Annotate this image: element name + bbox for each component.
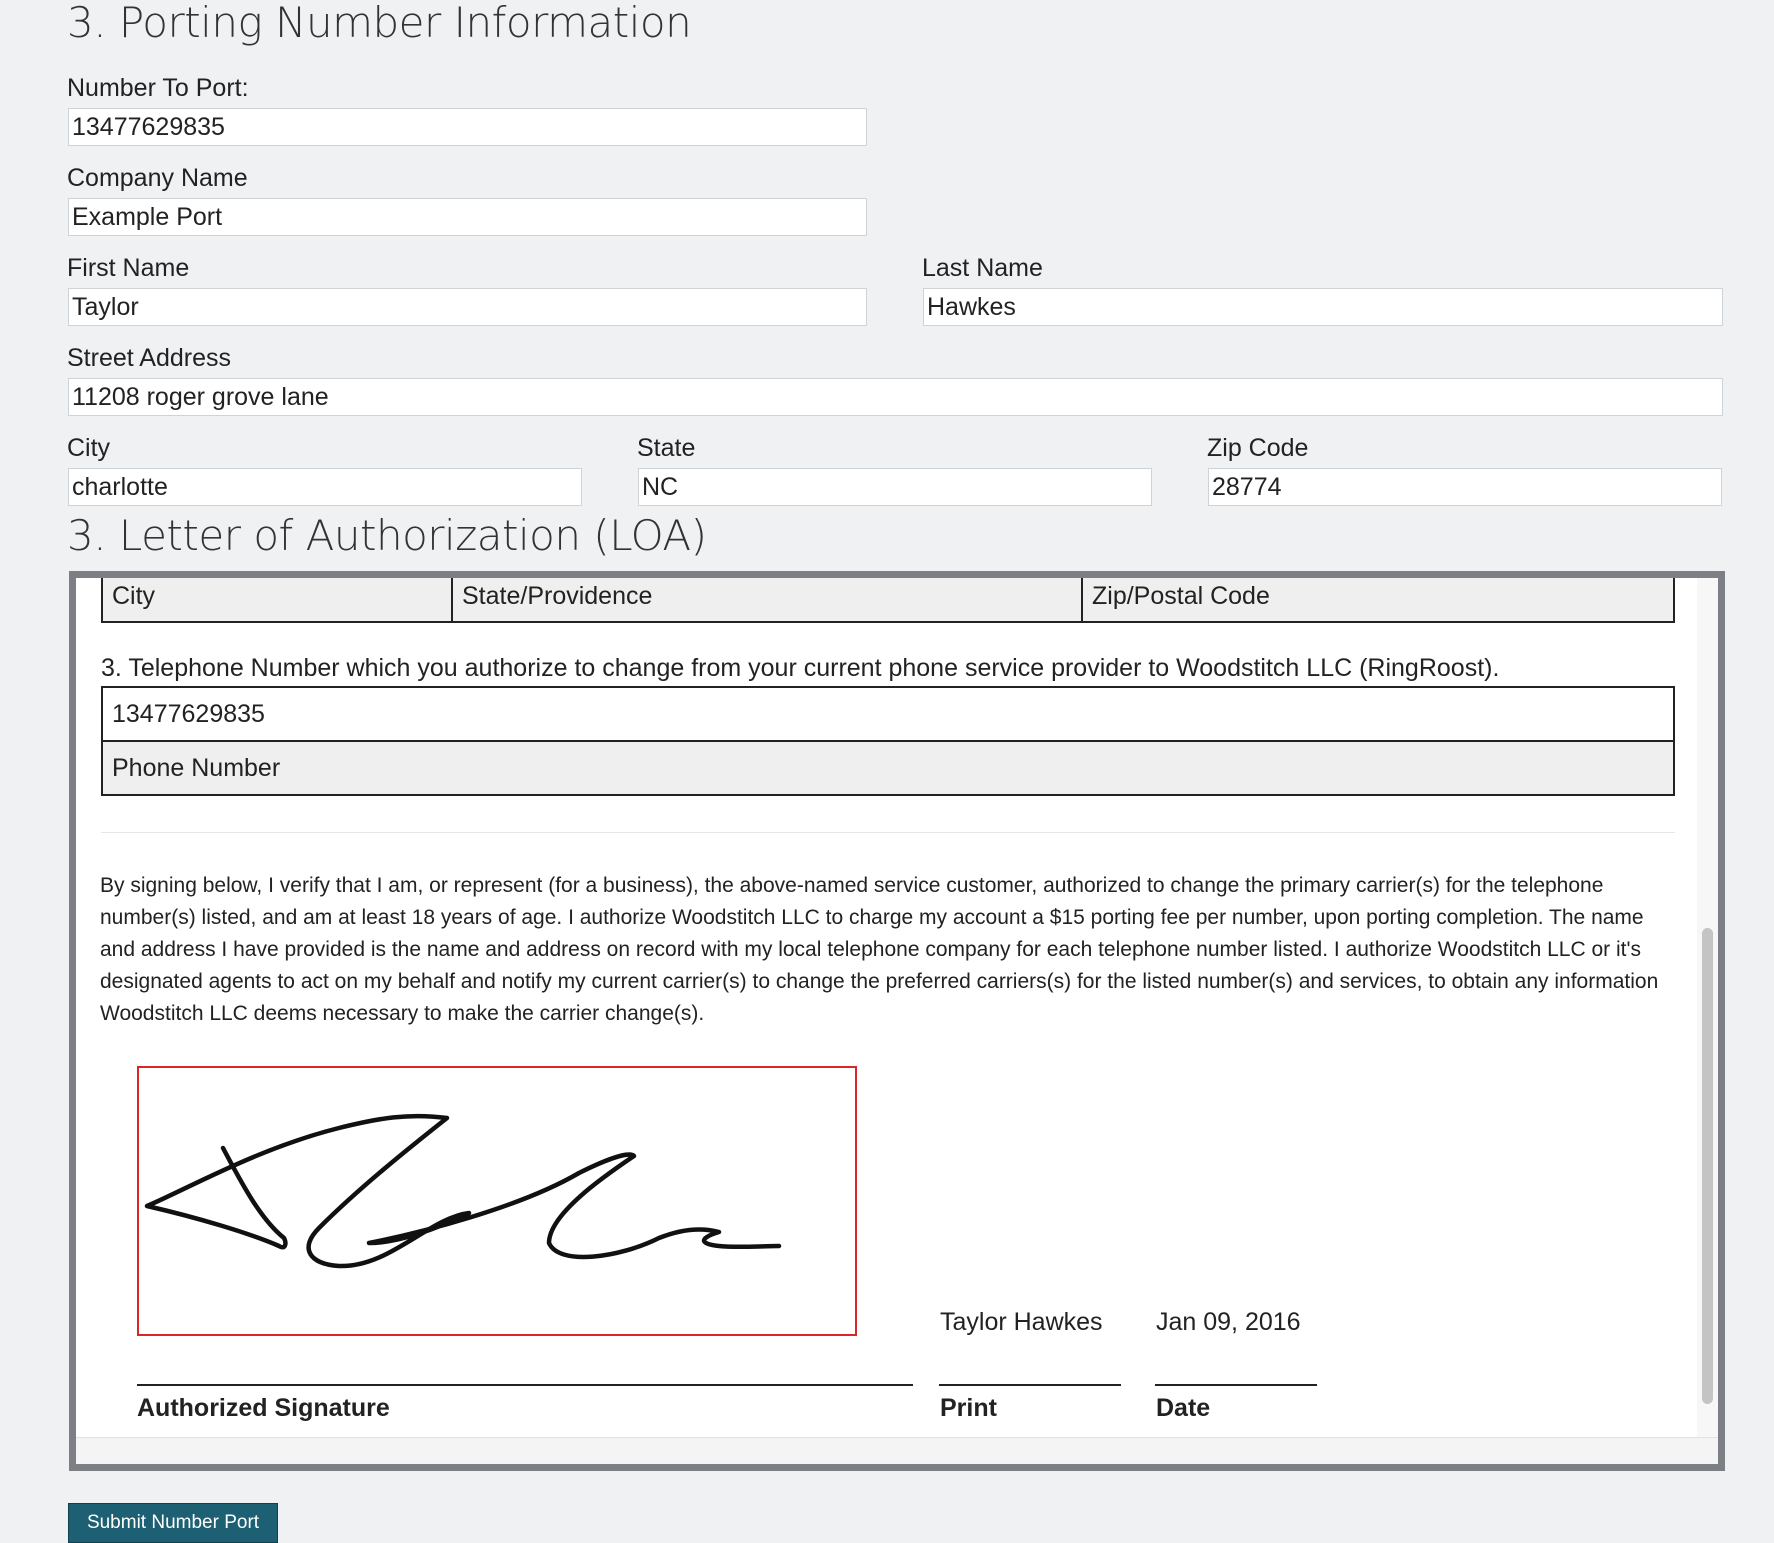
loa-city-label: City [112, 582, 156, 610]
number-to-port-input[interactable]: 13477629835 [68, 108, 867, 146]
loa-divider [101, 832, 1675, 833]
zip-code-input[interactable]: 28774 [1208, 468, 1722, 506]
loa-document [76, 578, 1710, 1437]
loa-zip-cell [1082, 571, 1674, 622]
loa-state-label: State/Providence [462, 582, 653, 610]
loa-city-cell [102, 571, 452, 622]
first-name-label: First Name [67, 254, 190, 282]
loa-phone-value-cell [102, 687, 1674, 741]
loa-phone-table [101, 686, 1675, 796]
city-label: City [67, 434, 111, 462]
date-label: Date [1156, 1394, 1211, 1422]
company-name-label: Company Name [67, 164, 248, 192]
loa-phone-value: 13477629835 [112, 699, 265, 728]
state-label: State [637, 434, 696, 462]
loa-scrollbar-thumb[interactable] [1702, 928, 1713, 1404]
loa-document-frame[interactable] [69, 571, 1725, 1471]
zip-code-label: Zip Code [1207, 434, 1309, 462]
loa-phone-label: Phone Number [112, 753, 281, 782]
loa-heading: 3. Letter of Authorization (LOA) [67, 511, 707, 560]
first-name-input[interactable]: Taylor [68, 288, 867, 326]
city-input[interactable]: charlotte [68, 468, 582, 506]
loa-address-table [101, 571, 1675, 623]
street-address-input[interactable]: 11208 roger grove lane [68, 378, 1723, 416]
signature-drawing [139, 1068, 855, 1334]
loa-phone-section-title: 3. Telephone Number which you authorize to change from your current phone service provider to Woodstitch LLC (RingRoost). [101, 654, 1500, 682]
street-address-label: Street Address [67, 344, 231, 372]
signature-box[interactable] [137, 1066, 857, 1336]
authorized-signature-label: Authorized Signature [137, 1394, 390, 1422]
company-name-input[interactable]: Example Port [68, 198, 867, 236]
last-name-input[interactable]: Hawkes [923, 288, 1723, 326]
number-to-port-label: Number To Port: [67, 74, 249, 102]
porting-heading: 3. Porting Number Information [67, 0, 692, 47]
print-name-value: Taylor Hawkes [940, 1308, 1103, 1336]
submit-number-port-button[interactable]: Submit Number Port [68, 1503, 278, 1543]
last-name-label: Last Name [922, 254, 1043, 282]
signature-line [137, 1384, 913, 1386]
loa-zip-label: Zip/Postal Code [1092, 582, 1270, 610]
loa-state-cell [452, 571, 1082, 622]
print-label: Print [940, 1394, 997, 1422]
loa-phone-label-cell [102, 741, 1674, 795]
loa-authorization-text: By signing below, I verify that I am, or represent (for a business), the above-named service customer, authorized to change the primary carrier(s) for the telephone number(s) listed, and am at least 18 years of age. I authorize Woodstitch LLC to charge my account a $15 porting fee per number, upon porting completion. The name and address I have provided is the name and address on record with my local telephone company for each telephone number listed. I authorize Woodstitch LLC or it's designated agents to act on my behalf and notify my current carrier(s) to change the preferred carriers(s) for the listed number(s) and services, to obtain any information Woodstitch LLC deems necessary to make the carrier change(s). [100, 874, 1659, 1025]
date-value: Jan 09, 2016 [1156, 1308, 1301, 1336]
date-line [1155, 1384, 1317, 1386]
print-line [939, 1384, 1121, 1386]
state-input[interactable]: NC [638, 468, 1152, 506]
loa-bottom-strip [76, 1437, 1718, 1465]
